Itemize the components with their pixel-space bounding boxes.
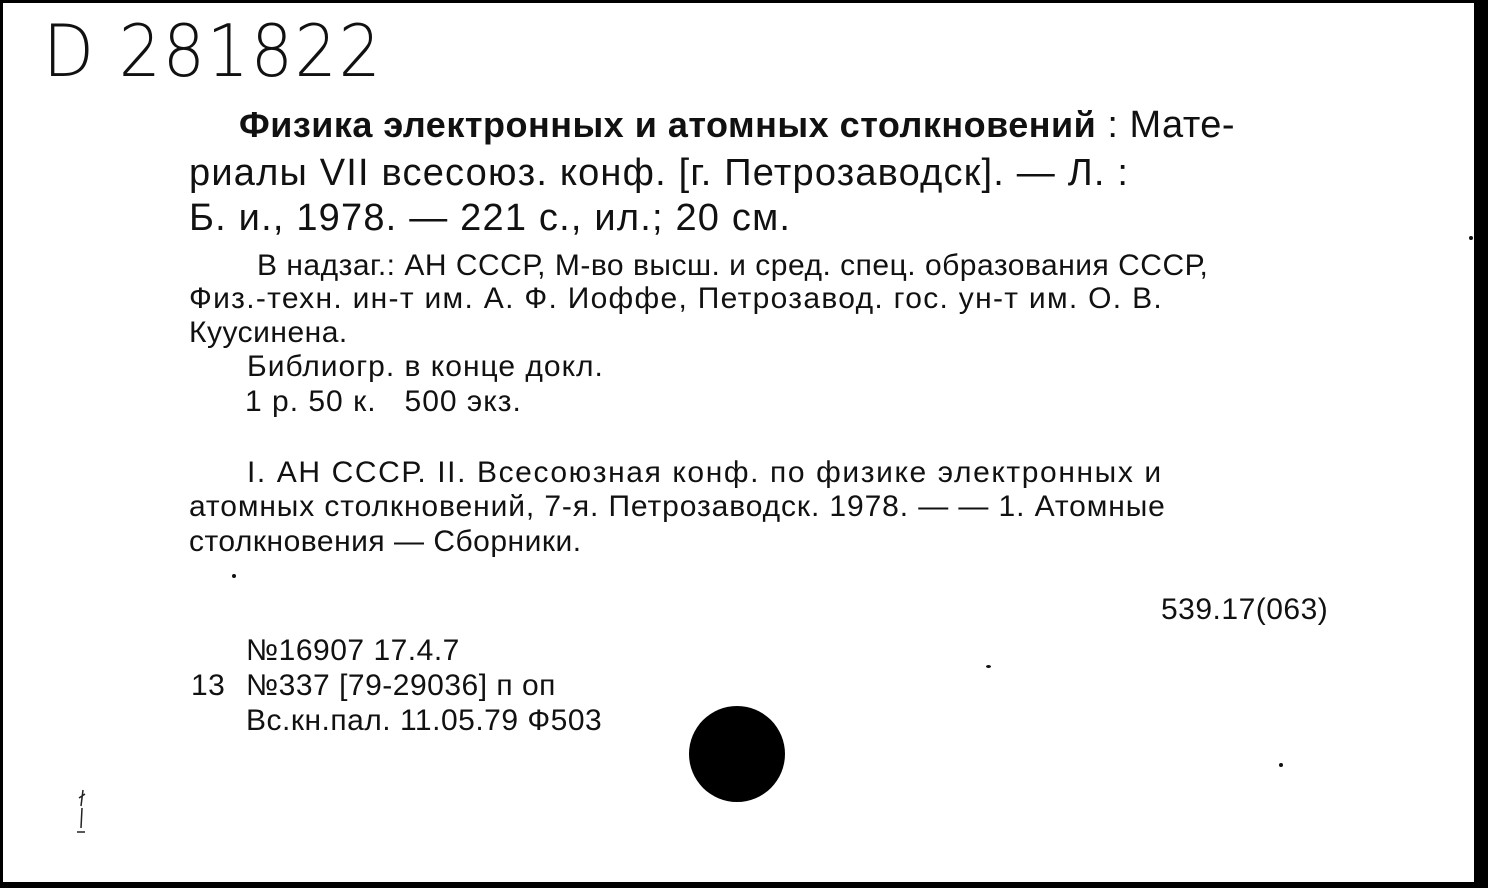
catalog-card [3, 3, 1474, 882]
registration-line3: Вс.кн.пал. 11.05.79 Ф503 [246, 704, 603, 737]
title-bold: Физика электронных и атомных столкновений [239, 104, 1097, 145]
udc-number: 539.17(063) [1161, 593, 1329, 626]
handwritten-call-number: D 281822 [43, 9, 383, 93]
title-line [239, 105, 1235, 145]
title-rest: : Мате- [1096, 104, 1236, 146]
note-header-line2: Физ.-техн. ин-т им. А. Ф. Иоффе, Петрозавод. гос. ун-т им. О. В. [189, 282, 1164, 315]
speck [1469, 236, 1473, 240]
bibliography-note: Библиогр. в конце докл. [247, 350, 604, 383]
speck [232, 574, 236, 578]
pencil-mark [73, 788, 93, 838]
speck [1279, 763, 1283, 767]
tracing-line2: атомных столкновений, 7-я. Петрозаводск. 1978. — — 1. Атомные [189, 490, 1166, 523]
registration-line1: №16907 17.4.7 [246, 634, 460, 667]
collation-line: Б. и., 1978. — 221 с., ил.; 20 см. [189, 197, 792, 239]
tracing-line1: I. АН СССР. II. Всесоюзная конф. по физике электронных и [247, 456, 1163, 489]
punch-hole [689, 706, 785, 802]
card-edge [1474, 0, 1488, 888]
tracing-line3: столкновения — Сборники. [189, 525, 582, 558]
price-print-run: 1 р. 50 к. 500 экз. [245, 385, 522, 418]
note-header-line1: В надзаг.: АН СССР, М-во высш. и сред. спец. образования СССР, [257, 249, 1209, 282]
registration-prefix: 13 [191, 669, 226, 702]
note-header-line3: Куусинена. [189, 316, 348, 349]
imprint-line: риалы VII всесоюз. конф. [г. Петрозаводск]. — Л. : [189, 152, 1130, 194]
speck [986, 665, 991, 668]
registration-line2: №337 [79-29036] п оп [246, 669, 556, 702]
